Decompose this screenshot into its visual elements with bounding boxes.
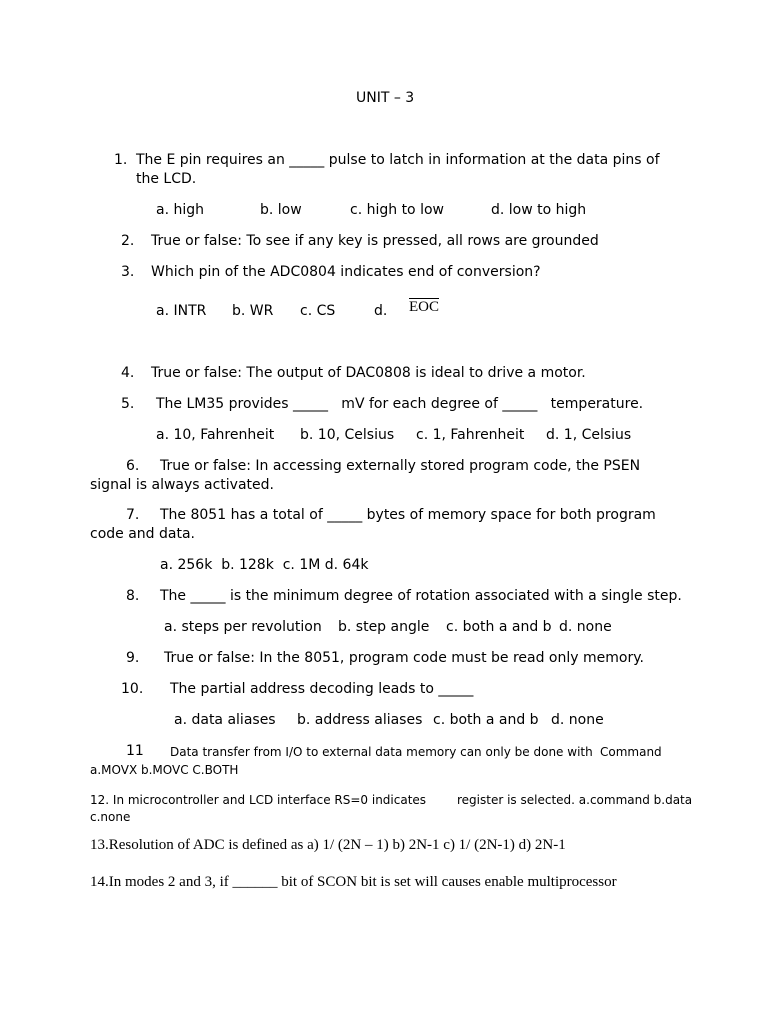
q6-text-line2: signal is always activated. [90,477,274,493]
q4-text: True or false: The output of DAC0808 is ideal to drive a motor. [151,365,586,381]
q8-option-c: c. both a and b [446,619,552,635]
q3-option-a: a. INTR [156,303,207,319]
q1-number: 1. [114,152,128,168]
q8-option-b: b. step angle [338,619,430,635]
q11-tail: Command [600,745,662,759]
q11-options: a.MOVX b.MOVC C.BOTH [90,763,239,777]
q8-option-d: d. none [559,619,612,635]
q9-text: True or false: In the 8051, program code must be read only memory. [164,650,644,666]
q3-option-b: b. WR [232,303,274,319]
q5-text: The LM35 provides _____ mV for each degree of _____ temperature. [156,396,644,412]
q12-text-line2: c.none [90,810,131,824]
q7-text-line1: The 8051 has a total of _____ bytes of memory space for both program [160,507,656,523]
q1-option-c: c. high to low [350,202,444,218]
q3-option-c: c. CS [300,303,336,319]
q11-number: 11 [126,743,144,759]
q2-number: 2. [121,233,135,249]
q10-option-b: b. address aliases [297,712,423,728]
q3-number: 3. [121,264,135,280]
q12-text-line1b: register is selected. a.command b.data [457,793,693,807]
q11-text: Data transfer from I/O to external data memory can only be done with [170,745,593,759]
q9-number: 9. [126,650,140,666]
q1-option-a: a. high [156,202,205,218]
q8-number: 8. [126,588,140,604]
q14-text: 14.In modes 2 and 3, if ______ bit of SCON bit is set will causes enable multiprocessor [90,874,617,890]
q2-text: True or false: To see if any key is pressed, all rows are grounded [151,233,599,249]
q7-text-line2: code and data. [90,526,195,542]
q10-text: The partial address decoding leads to _____ [170,681,474,697]
page-title: UNIT – 3 [356,90,415,106]
q7-options: a. 256k b. 128k c. 1M d. 64k [160,557,369,573]
q5-option-b: b. 10, Celsius [300,427,395,443]
q10-option-d: d. none [551,712,604,728]
q4-number: 4. [121,365,135,381]
q5-number: 5. [121,396,135,412]
q13-text: 13.Resolution of ADC is defined as a) 1/ (2N – 1) b) 2N-1 c) 1/ (2N-1) d) 2N-1 [90,837,566,853]
q6-text-line1: True or false: In accessing externally stored program code, the PSEN [160,458,641,474]
q1-text-line1: The E pin requires an _____ pulse to latch in information at the data pins of [136,152,660,168]
q12-text-line1a: 12. In microcontroller and LCD interface RS=0 indicates [90,793,427,807]
q6-number: 6. [126,458,140,474]
q8-text: The _____ is the minimum degree of rotation associated with a single step. [160,588,682,604]
q5-option-a: a. 10, Fahrenheit [156,427,275,443]
q5-option-c: c. 1, Fahrenheit [416,427,525,443]
q8-option-a: a. steps per revolution [164,619,322,635]
q7-number: 7. [126,507,140,523]
q1-text-line2: the LCD. [136,171,197,187]
q10-number: 10. [121,681,144,697]
q5-option-d: d. 1, Celsius [546,427,632,443]
q3-text: Which pin of the ADC0804 indicates end of conversion? [151,264,541,280]
q3-eoc-overline: $\overline{EOC}$ [409,299,439,315]
q10-option-c: c. both a and b [433,712,539,728]
q3-option-d: d. [374,303,388,319]
q1-option-b: b. low [260,202,302,218]
q1-option-d: d. low to high [491,202,587,218]
q10-option-a: a. data aliases [174,712,276,728]
